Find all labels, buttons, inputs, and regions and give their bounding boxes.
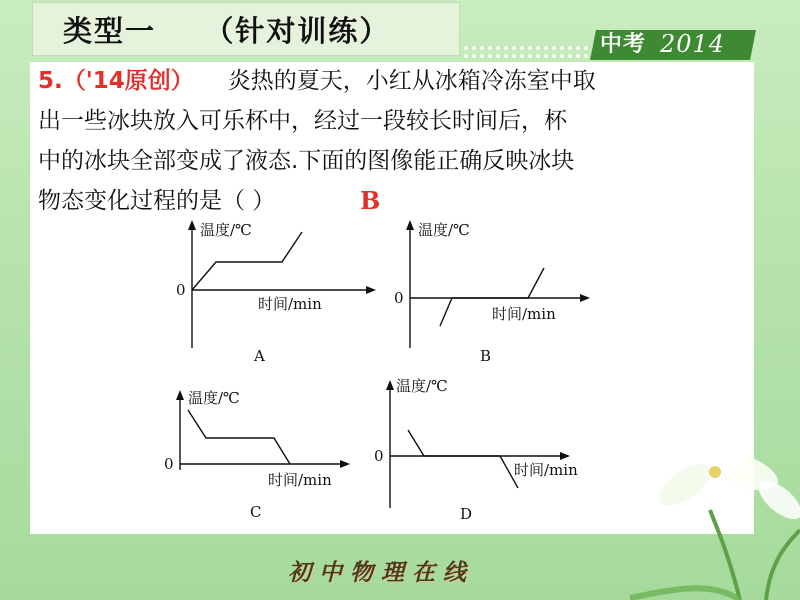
exam-label: 中考 <box>600 32 647 57</box>
slide-title: 类型一 （针对训练） <box>63 13 391 48</box>
graph-c-y-label: 温度/℃ <box>188 389 240 407</box>
graph-a-caption: A <box>254 347 265 365</box>
graph-d <box>368 372 608 532</box>
decorative-dots <box>462 44 600 58</box>
exam-year: 2014 <box>660 30 726 58</box>
graph-b-plot <box>388 218 608 378</box>
question-line-1 <box>38 66 596 96</box>
footer-logo-text: 初中物理在线 <box>288 559 474 586</box>
question-line-4: 物态变化过程的是（ ） <box>38 188 276 214</box>
graph-c-x-label: 时间/min <box>268 471 332 489</box>
graph-b-x-label: 时间/min <box>492 305 556 323</box>
graph-d-origin: 0 <box>374 447 384 465</box>
graph-c-origin: 0 <box>164 455 174 473</box>
graph-c-caption: C <box>250 503 262 521</box>
graph-b-origin: 0 <box>394 289 404 307</box>
graph-a-y-label: 温度/℃ <box>200 221 252 239</box>
graph-b <box>388 218 608 378</box>
title-box <box>32 2 460 56</box>
question-text-1: 炎热的夏天，小红从冰箱冷冻室中取 <box>227 68 596 94</box>
answer-mark: B <box>360 186 381 215</box>
question-line-3: 中的冰块全部变成了液态.下面的图像能正确反映冰块 <box>38 148 575 174</box>
graph-b-y-label: 温度/℃ <box>418 221 470 239</box>
graph-a-origin: 0 <box>176 281 186 299</box>
graph-d-caption: D <box>460 505 473 523</box>
graph-a-x-label: 时间/min <box>258 295 322 313</box>
graph-d-plot <box>368 372 608 532</box>
graph-d-y-label: 温度/℃ <box>396 377 448 395</box>
question-line-2: 出一些冰块放入可乐杯中，经过一段较长时间后，杯 <box>38 108 567 134</box>
graph-b-caption: B <box>480 347 492 365</box>
graph-a <box>170 218 390 378</box>
question-number: 5.（'14原创） <box>38 68 194 94</box>
graph-c <box>158 380 378 530</box>
graph-d-x-label: 时间/min <box>514 461 578 479</box>
lily-flower-decoration <box>590 440 800 600</box>
